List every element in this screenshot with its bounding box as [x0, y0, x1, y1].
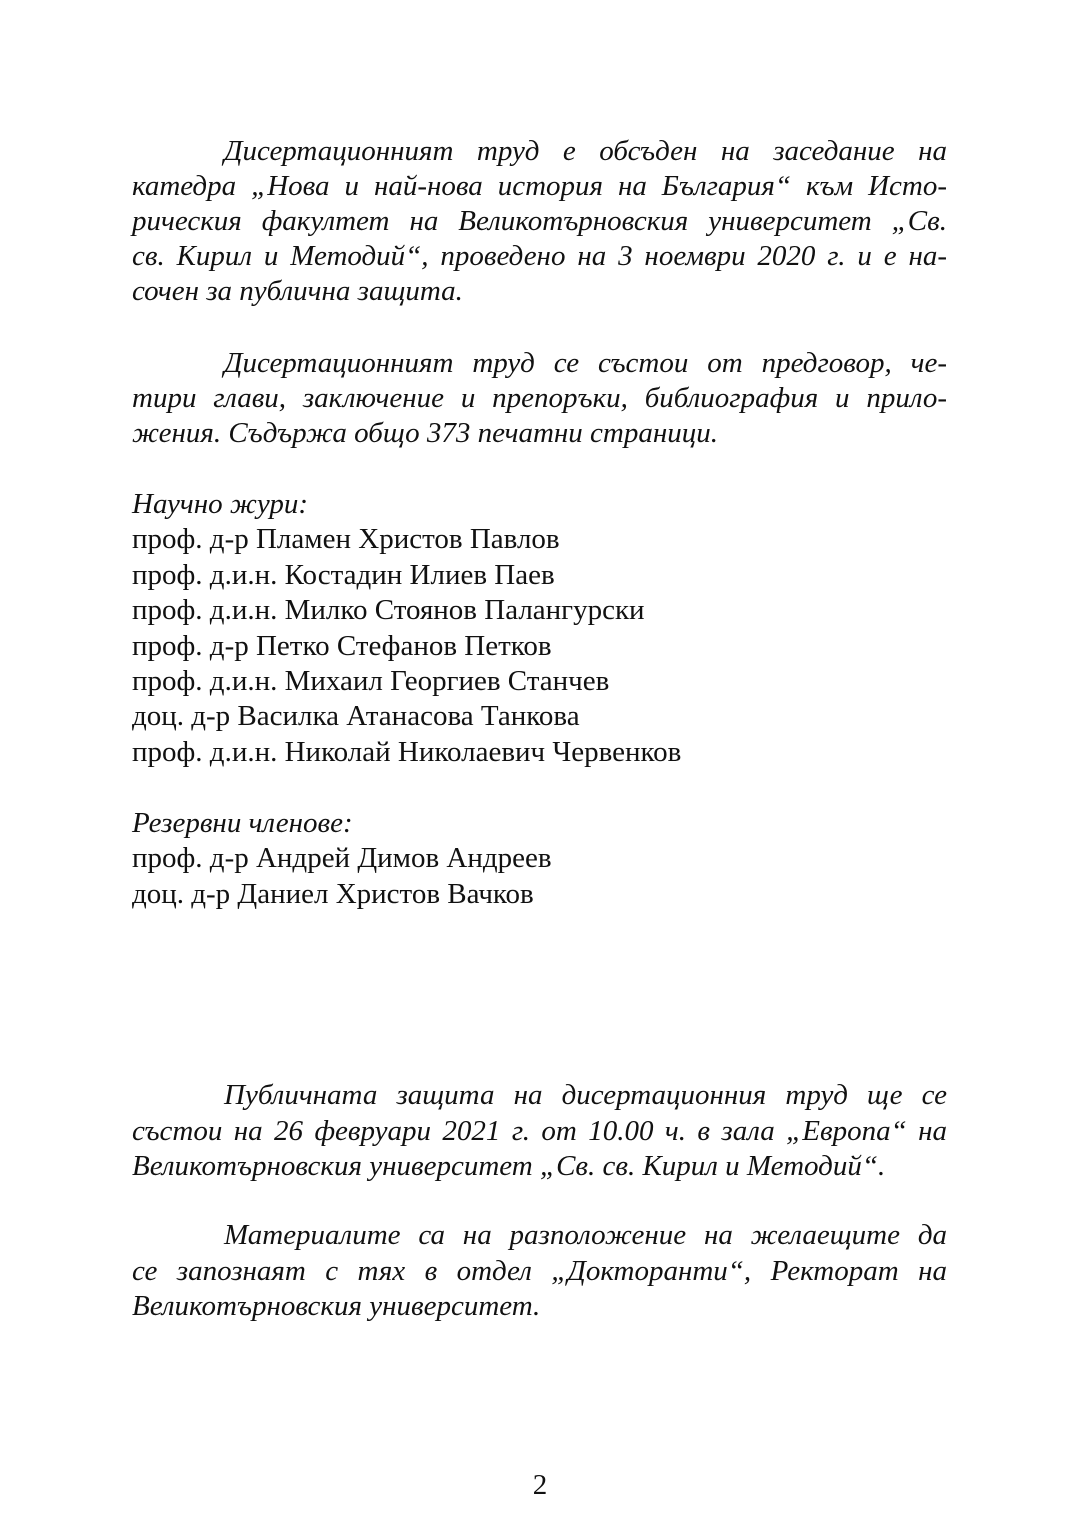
paragraph-1-line: сочен за публична защита. — [132, 275, 463, 307]
jury-member: проф. д-р Пламен Христов Павлов — [132, 523, 560, 555]
paragraph-3-line: състои на 26 февруари 2021 г. от 10.00 ч. в зала „Европа“ на — [132, 1115, 947, 1147]
paragraph-4-line: Великотърновския университет. — [132, 1290, 541, 1322]
paragraph-4-line: Материалите са на разположение на желаещите да — [224, 1219, 947, 1251]
jury-heading: Научно жури: — [132, 488, 309, 520]
paragraph-3-line: Публичната защита на дисертационния труд ще се — [224, 1079, 947, 1111]
jury-member: проф. д.и.н. Милко Стоянов Палангурски — [132, 594, 645, 626]
reserve-member: доц. д-р Даниел Христов Вачков — [132, 878, 534, 910]
paragraph-4-line: се запознаят с тях в отдел „Докторанти“, Ректорат на — [132, 1255, 947, 1287]
jury-member: доц. д-р Василка Атанасова Танкова — [132, 700, 580, 732]
paragraph-2-line: Дисертационният труд се състои от предговор, че- — [224, 347, 947, 379]
paragraph-2-line: жения. Съдържа общо 373 печатни страници. — [132, 417, 718, 449]
jury-member: проф. д.и.н. Михаил Георгиев Станчев — [132, 665, 610, 697]
paragraph-1-line: св. Кирил и Методий“, проведено на 3 ноември 2020 г. и е на- — [132, 240, 947, 272]
jury-member: проф. д-р Петко Стефанов Петков — [132, 630, 552, 662]
paragraph-1-line: рическия факултет на Великотърновския университет „Св. — [132, 205, 947, 237]
paragraph-2-line: тири глави, заключение и препоръки, библиография и прило- — [132, 382, 947, 414]
jury-member: проф. д.и.н. Костадин Илиев Паев — [132, 559, 555, 591]
page-number: 2 — [532, 1469, 548, 1501]
reserve-heading: Резервни членове: — [132, 807, 353, 839]
reserve-member: проф. д-р Андрей Димов Андреев — [132, 842, 552, 874]
paragraph-3-line: Великотърновския университет „Св. св. Кирил и Методий“. — [132, 1150, 886, 1182]
jury-member: проф. д.и.н. Николай Николаевич Червенков — [132, 736, 682, 768]
paragraph-1-line: Дисертационният труд е обсъден на заседание на — [224, 135, 947, 167]
paragraph-1-line: катедра „Нова и най-нова история на България“ към Исто- — [132, 170, 947, 202]
